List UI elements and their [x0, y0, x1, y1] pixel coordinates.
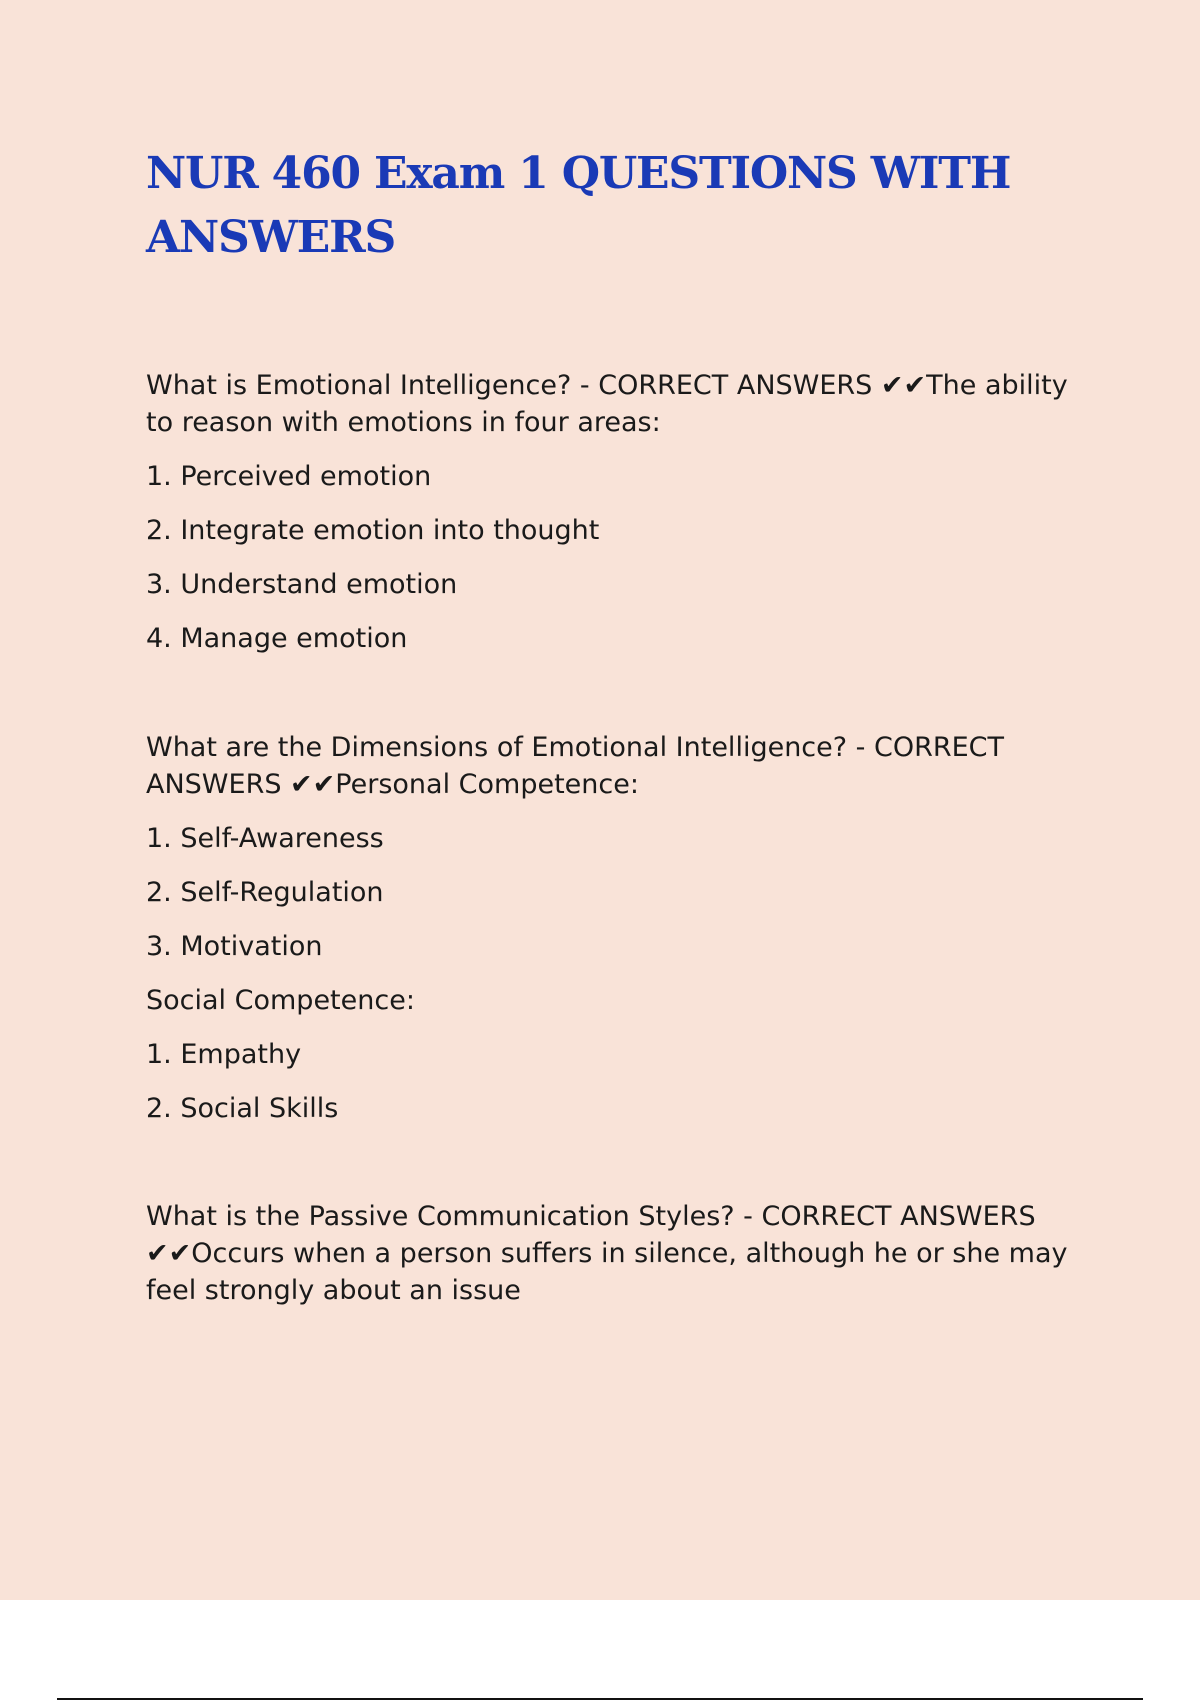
document-title: NUR 460 Exam 1 QUESTIONS WITH ANSWERS — [146, 148, 1011, 263]
qa-list-item: 1. Empathy — [146, 1039, 302, 1070]
qa-list-item: 1. Self-Awareness — [146, 823, 384, 854]
qa-subheading: Social Competence: — [146, 985, 415, 1016]
qa-question: What is Emotional Intelligence? - CORRECT ANSWERS ✔✔The ability to reason with emotions in four areas: — [146, 370, 1068, 438]
qa-block — [146, 1198, 1086, 1309]
qa-list-item: 2. Social Skills — [146, 1093, 339, 1124]
qa-block — [146, 729, 1086, 1127]
qa-list-item: 3. Understand emotion — [146, 569, 458, 600]
qa-question: What is the Passive Communication Styles? - CORRECT ANSWERS ✔✔Occurs when a person suffers in silence, although he or she may feel strongly about an issue — [146, 1201, 1068, 1306]
qa-list-item: 3. Motivation — [146, 931, 323, 962]
qa-list-item: 2. Integrate emotion into thought — [146, 515, 600, 546]
qa-list-item: 2. Self-Regulation — [146, 877, 384, 908]
qa-list-item: 1. Perceived emotion — [146, 461, 432, 492]
qa-block — [146, 367, 1086, 657]
qa-question: What are the Dimensions of Emotional Intelligence? - CORRECT ANSWERS ✔✔Personal Competence: — [146, 732, 1005, 800]
qa-list-item: 4. Manage emotion — [146, 623, 408, 654]
